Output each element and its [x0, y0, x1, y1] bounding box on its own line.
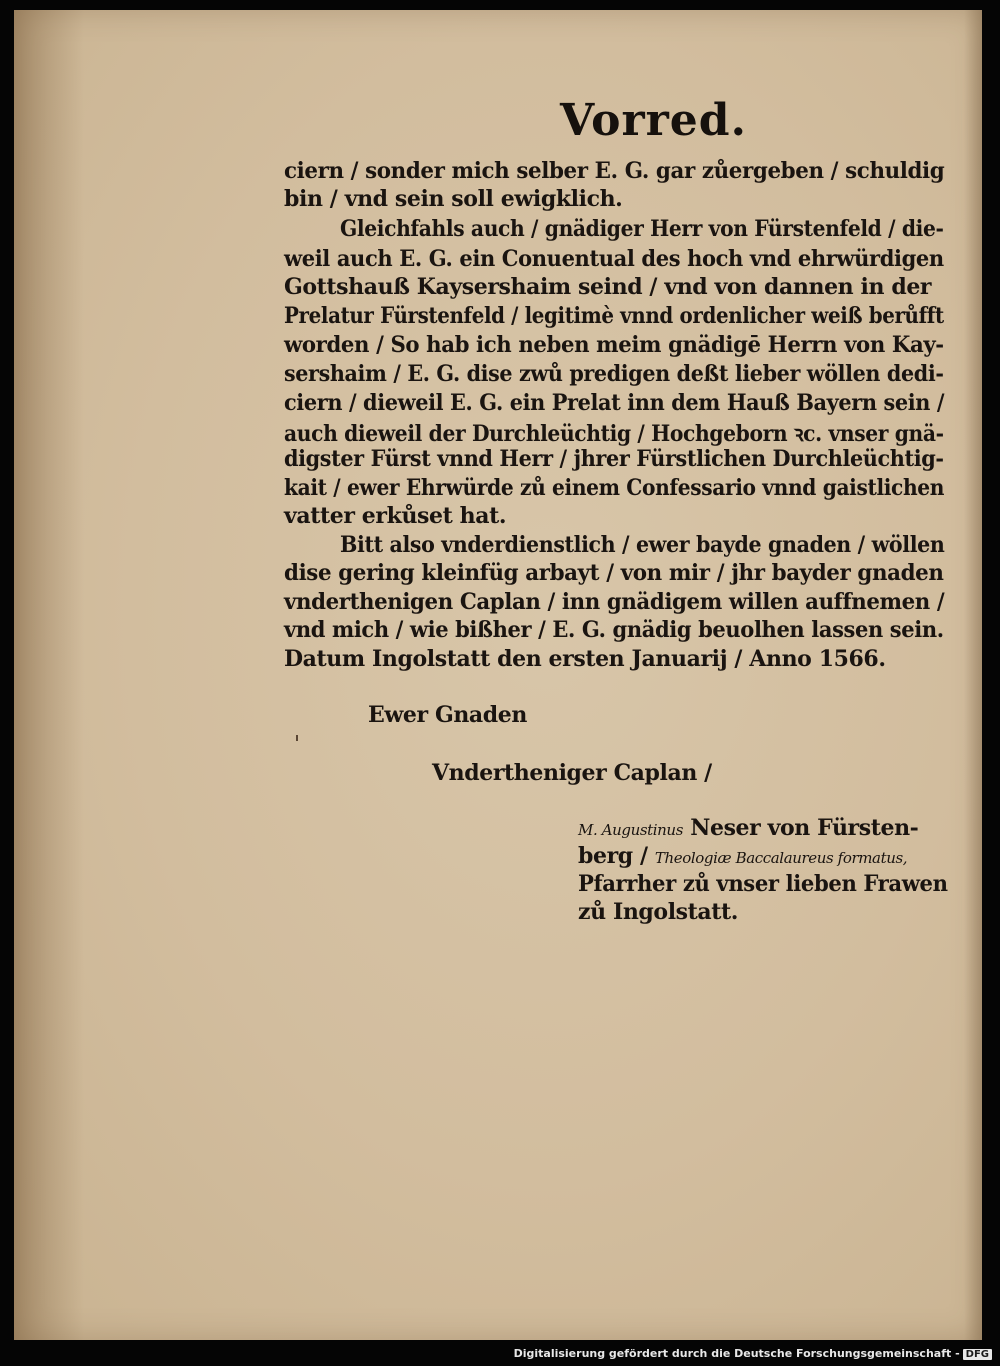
signature-line-3: Pfarrher zů vnser lieben Frawen — [578, 871, 948, 897]
page-edge — [964, 10, 982, 1340]
footer-text: Digitalisierung gefördert durch die Deutsche Forschungsgemeinschaft - — [513, 1347, 960, 1360]
text-line-3: Gleichfahls auch / gnädiger Herr von Fürstenfeld / die- — [340, 216, 944, 242]
text-line-18: Datum Ingolstatt den ersten Januarij / Anno 1566. — [284, 646, 886, 672]
signature-line-2 — [578, 843, 948, 869]
ink-speck — [296, 735, 298, 741]
signature-title: M. Augustinus — [578, 821, 683, 839]
text-line-10: auch dieweil der Durchleüchtig / Hochgeborn ꝛc. vnser gnä- — [284, 421, 944, 447]
signature-line-1 — [578, 815, 948, 841]
text-line-9: ciern / dieweil E. G. ein Prelat inn dem Hauß Bayern sein / — [284, 390, 945, 416]
text-line-8: sershaim / E. G. dise zwů predigen deßt lieber wöllen dedi- — [284, 361, 944, 387]
text-line-15: dise gering kleinfüg arbayt / von mir / jhr bayder gnaden — [284, 560, 944, 586]
servant-line: Vndertheniger Caplan / — [432, 760, 712, 786]
text-line-12: kait / ewer Ehrwürde zů einem Confessario vnnd gaistlichen — [284, 475, 945, 501]
text-line-14: Bitt also vnderdienstlich / ewer bayde gnaden / wöllen — [340, 532, 945, 558]
text-line-17: vnd mich / wie bißher / E. G. gnädig beuolhen lassen sein. — [284, 617, 944, 643]
signature-line-4: zů Ingolstatt. — [578, 899, 739, 925]
text-line-1: ciern / sonder mich selber E. G. gar zůergeben / schuldig — [284, 158, 945, 184]
text-line-6: Prelatur Fürstenfeld / legitimè vnnd ordenlicher weiß berůfft — [284, 303, 944, 329]
page-heading: Vorred. — [560, 95, 747, 146]
page-gutter-shadow — [14, 10, 84, 1340]
closing-salutation: Ewer Gnaden — [368, 702, 527, 728]
text-line-11: digster Fürst vnnd Herr / jhrer Fürstlichen Durchleüchtig- — [284, 446, 944, 472]
digitization-footer — [514, 1347, 992, 1360]
text-line-2: bin / vnd sein soll ewigklich. — [284, 186, 623, 212]
text-line-7: worden / So hab ich neben meim gnädigē Herrn von Kay- — [284, 332, 944, 358]
signature-place: berg / — [578, 843, 648, 869]
text-line-4: weil auch E. G. ein Conuentual des hoch vnd ehrwürdigen — [284, 246, 944, 272]
signature-name: Neser von Fürsten- — [690, 815, 919, 841]
text-line-13: vatter erkůset hat. — [284, 503, 507, 529]
signature-degree: Theologiæ Baccalaureus formatus, — [654, 849, 908, 867]
dfg-logo: DFG — [963, 1349, 992, 1360]
text-line-5: Gottshauß Kaysershaim seind / vnd von dannen in der — [284, 274, 932, 300]
text-line-16: vnderthenigen Caplan / inn gnädigem willen auffnemen / — [284, 589, 945, 615]
